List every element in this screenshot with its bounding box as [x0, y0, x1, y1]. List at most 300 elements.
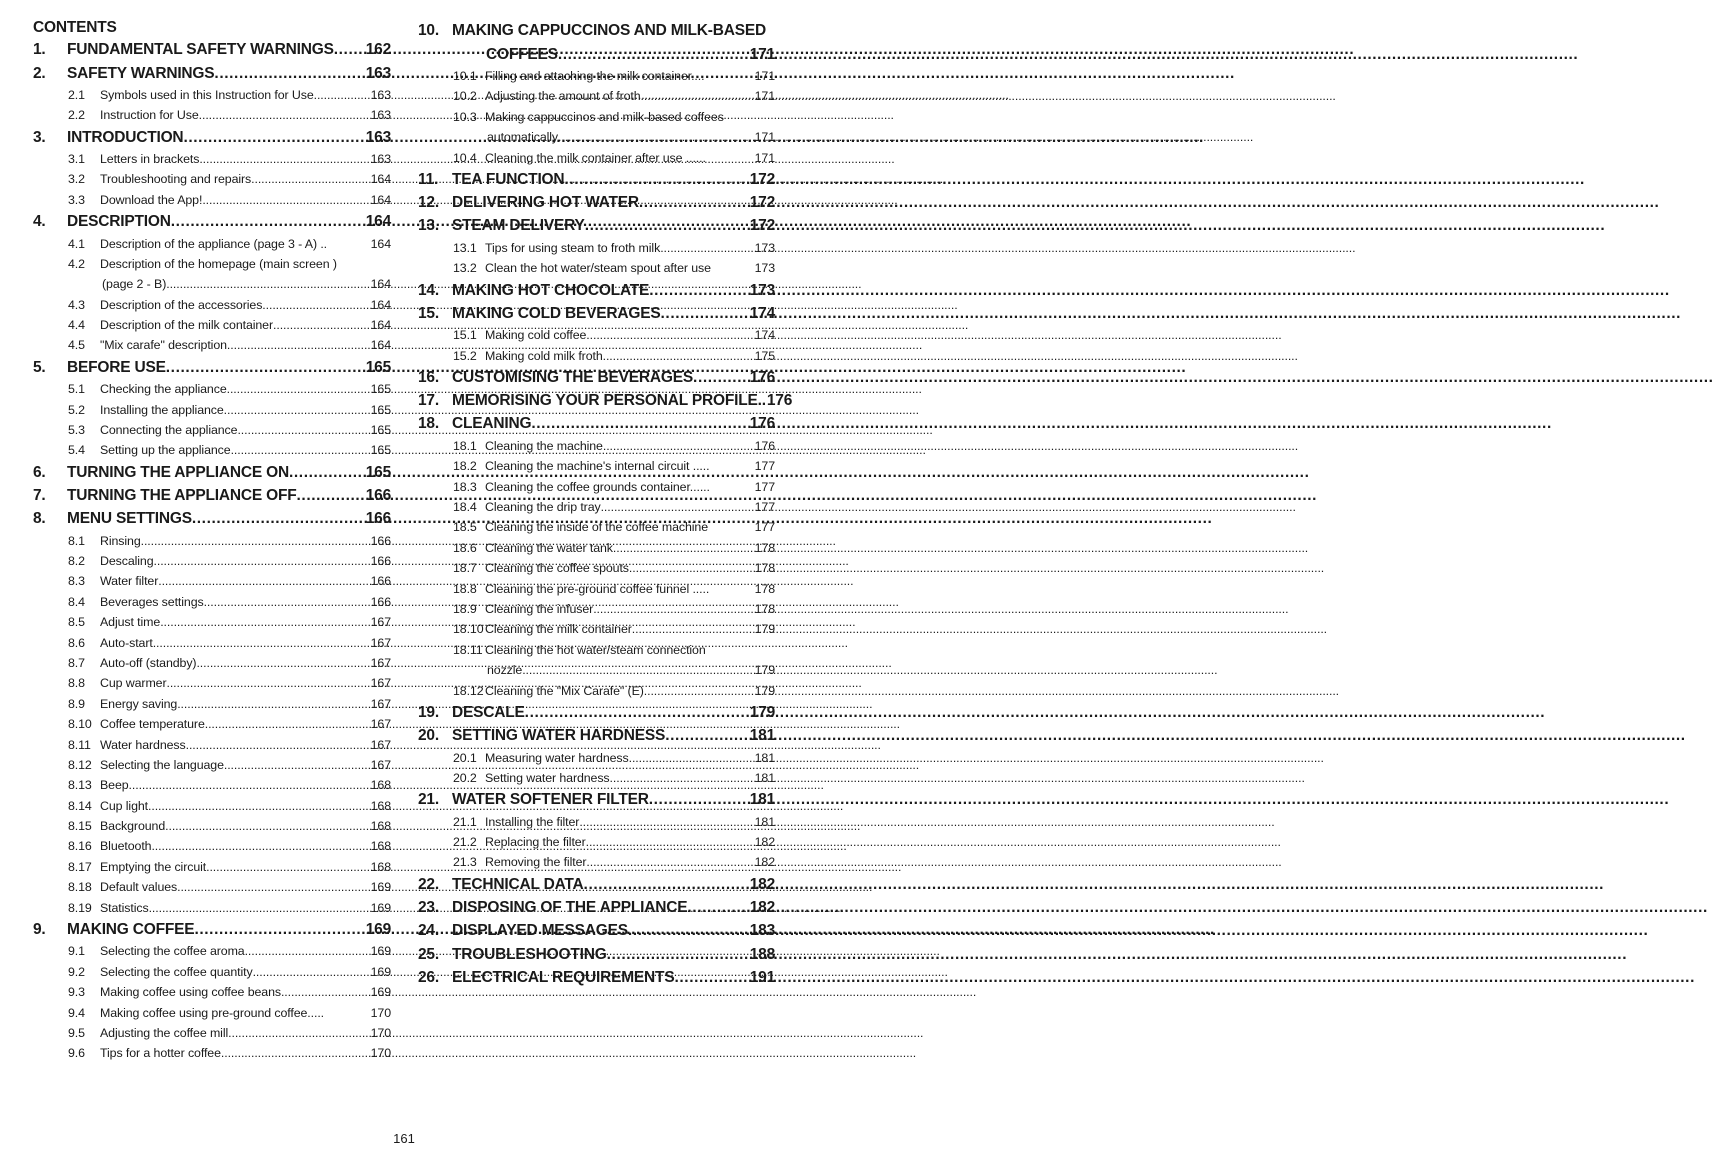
toc-entry-number: 2.2: [68, 108, 85, 123]
toc-subentry[interactable]: [418, 85, 775, 105]
toc-entry-number: 8.4: [68, 594, 85, 609]
toc-subentry[interactable]: [33, 439, 391, 459]
toc-entry-page: 183: [749, 922, 775, 940]
toc-entry-title: Description of the homepage (main screen ): [100, 256, 337, 271]
toc-entry[interactable]: [418, 411, 775, 434]
toc-entry-title: Beep: [100, 778, 129, 793]
toc-entry-page: 167: [370, 655, 391, 670]
toc-entry-page: 177: [754, 479, 775, 494]
leader-dots: [129, 776, 370, 794]
toc-entry-number: 16.: [418, 368, 439, 386]
leader-dots: [214, 63, 364, 84]
toc-entry[interactable]: [33, 917, 391, 940]
toc-entry[interactable]: [418, 723, 775, 746]
toc-entry-title: Adjust time: [100, 615, 161, 630]
toc-entry-title: Removing the filter: [485, 855, 587, 870]
toc-entry-number: 6.: [33, 463, 46, 481]
toc-entry-number: 13.2: [453, 261, 477, 276]
leader-dots: [558, 44, 749, 65]
toc-entry[interactable]: [418, 190, 775, 213]
toc-entry-page: 188: [749, 945, 775, 963]
toc-entry-title: Making cold coffee: [485, 328, 587, 343]
toc-entry-page: 170: [370, 1005, 391, 1020]
toc-entry-title: Cleaning the hot water/steam connection: [485, 642, 706, 657]
toc-entry-title: "Mix carafe" description: [100, 338, 227, 353]
toc-entry[interactable]: [418, 895, 775, 918]
toc-entry-number: 21.1: [453, 814, 477, 829]
toc-subentry[interactable]: [418, 679, 775, 699]
leader-dots: [202, 191, 369, 209]
leader-dots: [196, 654, 369, 672]
toc-entry-page: 169: [370, 985, 391, 1000]
toc-subentry[interactable]: [33, 232, 391, 252]
toc-entry-page: 179: [749, 703, 775, 721]
toc-entry[interactable]: [418, 787, 775, 810]
toc-entry[interactable]: [418, 365, 775, 388]
leader-dots: [289, 462, 365, 483]
toc-entry[interactable]: [418, 965, 775, 988]
toc-entry[interactable]: [418, 41, 775, 64]
leader-dots: [205, 715, 370, 733]
toc-entry-title: Water hardness: [100, 737, 186, 752]
toc-entry-number: 9.6: [68, 1046, 85, 1061]
toc-subentry[interactable]: [418, 851, 775, 871]
toc-entry-number: 10.1: [453, 68, 477, 83]
toc-subentry[interactable]: [33, 896, 391, 916]
toc-entry-title: Adjusting the amount of froth: [485, 89, 641, 104]
toc-subentry[interactable]: [33, 550, 391, 570]
toc-entry-page: 179: [754, 663, 775, 678]
toc-entry-page: 163: [365, 128, 391, 146]
toc-entry-page: 166: [365, 486, 391, 504]
leader-dots: [644, 682, 754, 700]
toc-entry-number: 3.: [33, 128, 46, 146]
toc-entry-page: 165: [365, 463, 391, 481]
toc-subentry[interactable]: [33, 794, 391, 814]
leader-dots: [674, 967, 748, 988]
toc-entry-title: Cleaning the milk container: [485, 622, 632, 637]
toc-entry-title: Making coffee using coffee beans: [100, 985, 281, 1000]
leader-dots: [228, 1024, 369, 1042]
toc-entry-number: 3.3: [68, 192, 85, 207]
toc-entry-page: 167: [370, 676, 391, 691]
toc-entry-page: 176: [766, 392, 793, 410]
toc-entry-title: Background: [100, 819, 166, 834]
leader-dots: [224, 401, 370, 419]
toc-subentry[interactable]: [418, 577, 775, 597]
toc-entry-number: 8.19: [68, 900, 92, 915]
toc-entry-number: 13.1: [453, 240, 477, 255]
toc-subentry[interactable]: [418, 598, 775, 618]
toc-entry-title: Making coffee using pre-ground coffee.....: [100, 1005, 325, 1020]
toc-subentry[interactable]: [33, 652, 391, 672]
toc-entry[interactable]: [418, 167, 775, 190]
toc-entry-title: Cleaning the water tank: [485, 540, 613, 555]
toc-entry-title: MAKING CAPPUCCINOS AND MILK-BASED: [452, 22, 767, 40]
toc-entry[interactable]: [418, 700, 775, 723]
toc-subentry[interactable]: [33, 273, 391, 293]
leader-dots: [237, 421, 369, 439]
toc-entry-title: DISPOSING OF THE APPLIANCE: [452, 899, 688, 916]
toc-entry-title: Cleaning the milk container after use ......: [485, 150, 706, 165]
toc-entry-page: 174: [754, 328, 775, 343]
toc-subentry[interactable]: [33, 84, 391, 104]
contents-title: CONTENTS: [33, 19, 117, 36]
toc-subentry[interactable]: [418, 767, 775, 787]
leader-dots: [632, 620, 754, 638]
toc-entry-number: 3.1: [68, 152, 85, 167]
toc-entry-number: 12.: [418, 194, 439, 212]
toc-entry-page: 173: [749, 281, 775, 299]
toc-subentry[interactable]: [33, 253, 391, 273]
leader-dots: [586, 833, 754, 851]
toc-entry-number: 18.3: [453, 479, 477, 494]
leader-dots: [687, 897, 748, 918]
toc-entry-number: 3.2: [68, 172, 85, 187]
toc-entry-page: 173: [754, 240, 775, 255]
toc-subentry[interactable]: [33, 1001, 391, 1021]
toc-entry-title: Letters in brackets: [100, 152, 200, 167]
toc-subentry[interactable]: [418, 496, 775, 516]
toc-entry-page: 177: [754, 459, 775, 474]
toc-entry-title: Tips for using steam to froth milk: [485, 240, 661, 255]
toc-subentry[interactable]: [33, 378, 391, 398]
toc-entry-title: Auto-start: [100, 635, 153, 650]
toc-entry[interactable]: [33, 124, 391, 147]
toc-entry-number: 18.6: [453, 540, 477, 555]
toc-entry-page: 182: [754, 855, 775, 870]
toc-entry-number: 15.: [418, 304, 439, 322]
leader-dots: [149, 899, 370, 917]
toc-subentry[interactable]: [33, 692, 391, 712]
toc-entry-number: 2.1: [68, 87, 85, 102]
leader-dots: [199, 150, 369, 168]
toc-entry-number: 8.3: [68, 574, 85, 589]
toc-entry-number: 2.: [33, 64, 46, 82]
toc-entry[interactable]: [418, 918, 775, 941]
toc-entry-page: 164: [370, 192, 391, 207]
toc-entry-title: Selecting the coffee aroma: [100, 944, 245, 959]
toc-entry[interactable]: [418, 388, 793, 411]
toc-entry[interactable]: [418, 871, 775, 894]
toc-subentry[interactable]: [33, 148, 391, 168]
toc-subentry[interactable]: [33, 104, 391, 124]
toc-entry-title: nozzle: [487, 663, 523, 678]
toc-entry-title: SAFETY WARNINGS: [67, 64, 215, 82]
toc-subentry[interactable]: [33, 188, 391, 208]
leader-dots: [641, 87, 754, 105]
toc-entry-page: 181: [754, 814, 775, 829]
toc-entry-title: MAKING COFFEE: [67, 920, 195, 938]
toc-entry-title: Cleaning the drip tray: [485, 500, 601, 515]
toc-subentry[interactable]: [418, 324, 775, 344]
toc-subentry[interactable]: [418, 65, 775, 85]
leader-dots: [177, 695, 369, 713]
toc-entry-number: 15.2: [453, 348, 477, 363]
toc-entry-title: Cleaning the machine: [485, 438, 603, 453]
toc-entry-page: 178: [754, 602, 775, 616]
leader-dots: [639, 192, 749, 213]
toc-entry-number: 5.3: [68, 422, 85, 437]
leader-dots: [160, 613, 369, 631]
toc-entry-title: Cleaning the "Mix Carafe" (E): [485, 683, 644, 698]
toc-entry-page: 167: [370, 615, 391, 630]
toc-entry-page: 175: [754, 348, 775, 363]
toc-entry-number: 10.2: [453, 89, 477, 104]
leader-dots: [204, 593, 370, 611]
toc-entry-page: 164: [370, 338, 391, 353]
toc-entry-page: 182: [754, 835, 775, 850]
toc-entry-page: 165: [370, 443, 391, 458]
toc-entry-title: Filling and attaching the milk container....: [485, 68, 705, 83]
toc-entry-title: BEFORE USE: [67, 358, 166, 376]
toc-entry-title: Measuring water hardness: [485, 750, 629, 765]
toc-entry-page: 177: [754, 500, 775, 515]
toc-subentry[interactable]: [33, 293, 391, 313]
toc-subentry[interactable]: [33, 334, 391, 354]
toc-subentry[interactable]: [418, 475, 775, 495]
toc-entry-page: 167: [370, 737, 391, 752]
toc-entry-title: Cleaning the inside of the coffee machine: [485, 520, 708, 535]
toc-subentry[interactable]: [418, 257, 775, 277]
toc-entry[interactable]: [33, 483, 391, 506]
toc-entry-number: 18.4: [453, 500, 477, 515]
toc-subentry[interactable]: [418, 455, 775, 475]
toc-subentry[interactable]: [33, 529, 391, 549]
toc-entry-number: 4.3: [68, 297, 85, 312]
toc-entry[interactable]: [418, 18, 775, 41]
toc-entry[interactable]: [418, 301, 775, 324]
toc-entry-page: 165: [370, 422, 391, 437]
toc-subentry[interactable]: [418, 126, 775, 146]
toc-subentry[interactable]: [418, 434, 775, 454]
toc-subentry[interactable]: [418, 746, 775, 766]
toc-entry-page: 162: [365, 41, 391, 59]
toc-entry-title: MEMORISING YOUR PERSONAL PROFILE..: [452, 392, 766, 410]
toc-subentry[interactable]: [33, 398, 391, 418]
toc-entry-page: 166: [370, 554, 391, 569]
toc-entry-title: DESCALE: [452, 703, 525, 721]
toc-entry-title: Cleaning the machine's internal circuit .....: [485, 459, 710, 474]
leader-dots: [593, 600, 753, 618]
toc-entry-number: 8.7: [68, 655, 85, 670]
toc-entry[interactable]: [418, 277, 775, 300]
toc-entry-title: automatically: [487, 130, 559, 145]
toc-entry-number: 18.: [418, 415, 439, 433]
toc-entry-number: 18.8: [453, 581, 477, 596]
toc-subentry[interactable]: [33, 754, 391, 774]
toc-subentry[interactable]: [33, 631, 391, 651]
toc-entry-page: 169: [370, 900, 391, 915]
leader-dots: [206, 858, 370, 876]
toc-entry-title: Symbols used in this Instruction for Use: [100, 87, 314, 102]
toc-entry-title: TECHNICAL DATA: [452, 875, 584, 893]
toc-entry-number: 20.2: [453, 770, 477, 785]
leader-dots: [607, 944, 749, 965]
toc-entry[interactable]: [33, 60, 391, 83]
toc-entry-title: Description of the appliance (page 3 - A) ..: [100, 236, 328, 251]
leader-dots: [601, 498, 754, 516]
toc-entry-number: 18.12: [453, 683, 484, 698]
leader-dots: [273, 316, 370, 334]
toc-subentry[interactable]: [418, 236, 775, 256]
toc-entry-number: 8.15: [68, 819, 92, 834]
toc-entry-number: 18.5: [453, 520, 477, 535]
toc-subentry[interactable]: [418, 659, 775, 679]
toc-entry-title: Emptying the circuit: [100, 859, 207, 874]
toc-subentry[interactable]: [33, 713, 391, 733]
leader-dots: [194, 919, 364, 940]
toc-entry-title: Instruction for Use: [100, 108, 199, 123]
leader-dots: [564, 169, 748, 190]
toc-subentry[interactable]: [418, 105, 775, 125]
toc-entry-title: (page 2 - B): [102, 277, 167, 292]
toc-entry-number: 18.11: [453, 642, 483, 657]
toc-entry-page: 171: [754, 89, 775, 104]
leader-dots: [628, 920, 749, 941]
toc-subentry[interactable]: [33, 1042, 391, 1062]
toc-entry-number: 18.10: [453, 622, 484, 637]
toc-subentry[interactable]: [33, 876, 391, 896]
toc-entry[interactable]: [418, 941, 775, 964]
toc-subentry[interactable]: [33, 733, 391, 753]
toc-entry-number: 21.2: [453, 835, 477, 850]
toc-entry-title: Cup warmer: [100, 676, 167, 691]
toc-subentry[interactable]: [33, 1022, 391, 1042]
toc-entry-title: Auto-off (standby): [100, 655, 197, 670]
toc-entry-page: 168: [370, 778, 391, 793]
toc-entry-number: 22.: [418, 875, 439, 893]
toc-entry[interactable]: [33, 506, 391, 529]
toc-entry-page: 171: [754, 68, 775, 83]
toc-entry-title: STEAM DELIVERY: [452, 217, 585, 235]
toc-subentry[interactable]: [418, 344, 775, 364]
toc-entry-number: 18.1: [453, 438, 477, 453]
toc-subentry[interactable]: [418, 831, 775, 851]
toc-entry-page: 163: [370, 108, 391, 123]
leader-dots: [166, 275, 369, 293]
toc-entry-title: Download the App!: [100, 192, 203, 207]
toc-entry-title: Rinsing: [100, 533, 141, 548]
toc-entry-number: 8.13: [68, 778, 92, 793]
toc-entry-page: 166: [370, 533, 391, 548]
toc-entry-page: 170: [370, 1025, 391, 1040]
toc-entry-page: 191: [749, 968, 775, 986]
toc-subentry[interactable]: [33, 774, 391, 794]
toc-subentry[interactable]: [33, 940, 391, 960]
toc-entry-title: CLEANING: [452, 415, 532, 433]
toc-entry-title: Setting water hardness: [485, 770, 610, 785]
toc-entry-title: Replacing the filter: [485, 835, 586, 850]
toc-entry-page: 173: [754, 261, 775, 276]
toc-entry-title: DESCRIPTION: [67, 213, 171, 231]
toc-subentry[interactable]: [418, 516, 775, 536]
toc-right-column: [418, 18, 793, 988]
toc-entry-page: 164: [370, 297, 391, 312]
toc-entry[interactable]: [33, 354, 391, 377]
toc-entry-number: 1.: [33, 41, 46, 59]
toc-entry-page: 172: [749, 194, 775, 212]
toc-entry-number: 4.: [33, 213, 46, 231]
toc-entry-number: 7.: [33, 486, 46, 504]
toc-entry-page: 166: [370, 574, 391, 589]
toc-entry-page: 181: [754, 750, 775, 765]
toc-subentry[interactable]: [33, 611, 391, 631]
toc-subentry[interactable]: [33, 314, 391, 334]
toc-entry[interactable]: [33, 37, 391, 60]
toc-subentry[interactable]: [418, 146, 775, 166]
toc-entry-title: Bluetooth: [100, 839, 152, 854]
toc-entry-number: 18.7: [453, 561, 477, 576]
toc-entry-title: MAKING HOT CHOCOLATE: [452, 281, 650, 299]
toc-entry-page: 182: [749, 875, 775, 893]
toc-subentry[interactable]: [418, 536, 775, 556]
toc-entry-page: 182: [749, 899, 775, 916]
toc-entry-number: 10.3: [453, 109, 477, 124]
toc-entry-page: 163: [370, 87, 391, 102]
leader-dots: [251, 170, 369, 188]
toc-entry-page: 169: [365, 920, 391, 938]
toc-subentry[interactable]: [418, 618, 775, 638]
toc-subentry[interactable]: [418, 810, 775, 830]
toc-entry-number: 24.: [418, 922, 439, 940]
toc-entry-number: 8.12: [68, 757, 92, 772]
toc-subentry[interactable]: [33, 815, 391, 835]
toc-subentry[interactable]: [418, 638, 775, 658]
toc-entry-number: 4.1: [68, 236, 85, 251]
leader-dots: [297, 485, 365, 506]
toc-entry-page: 164: [365, 213, 391, 231]
toc-entry-title: TURNING THE APPLIANCE OFF: [67, 486, 297, 504]
leader-dots: [166, 674, 369, 692]
toc-entry-title: Water filter: [100, 574, 159, 589]
toc-entry-number: 8.: [33, 510, 46, 528]
toc-subentry[interactable]: [33, 168, 391, 188]
toc-entry-title: WATER SOFTENER FILTER: [452, 791, 649, 809]
toc-entry-page: 177: [754, 520, 775, 535]
toc-entry-number: 26.: [418, 968, 439, 986]
leader-dots: [579, 813, 753, 831]
leader-dots: [629, 749, 754, 767]
toc-entry-page: 164: [370, 236, 391, 251]
leader-dots: [227, 336, 370, 354]
toc-subentry[interactable]: [33, 960, 391, 980]
toc-subentry[interactable]: [33, 419, 391, 439]
toc-entry[interactable]: [418, 213, 775, 236]
toc-entry-title: SETTING WATER HARDNESS: [452, 727, 666, 745]
toc-subentry[interactable]: [33, 570, 391, 590]
toc-entry-page: 169: [370, 944, 391, 959]
toc-subentry[interactable]: [418, 557, 775, 577]
toc-entry-page: 171: [754, 130, 775, 145]
leader-dots: [660, 239, 753, 257]
toc-entry[interactable]: [33, 209, 391, 232]
toc-subentry[interactable]: [33, 672, 391, 692]
toc-subentry[interactable]: [33, 981, 391, 1001]
leader-dots: [186, 736, 370, 754]
toc-entry-number: 8.17: [68, 859, 92, 874]
toc-entry-number: 8.11: [68, 737, 91, 752]
leader-dots: [603, 347, 754, 365]
leader-dots: [693, 367, 749, 388]
toc-entry[interactable]: [33, 459, 391, 482]
toc-subentry[interactable]: [33, 835, 391, 855]
toc-subentry[interactable]: [33, 590, 391, 610]
leader-dots: [253, 963, 370, 981]
toc-entry-number: 9.2: [68, 964, 85, 979]
toc-subentry[interactable]: [33, 855, 391, 875]
toc-entry-title: Troubleshooting and repairs: [100, 172, 252, 187]
